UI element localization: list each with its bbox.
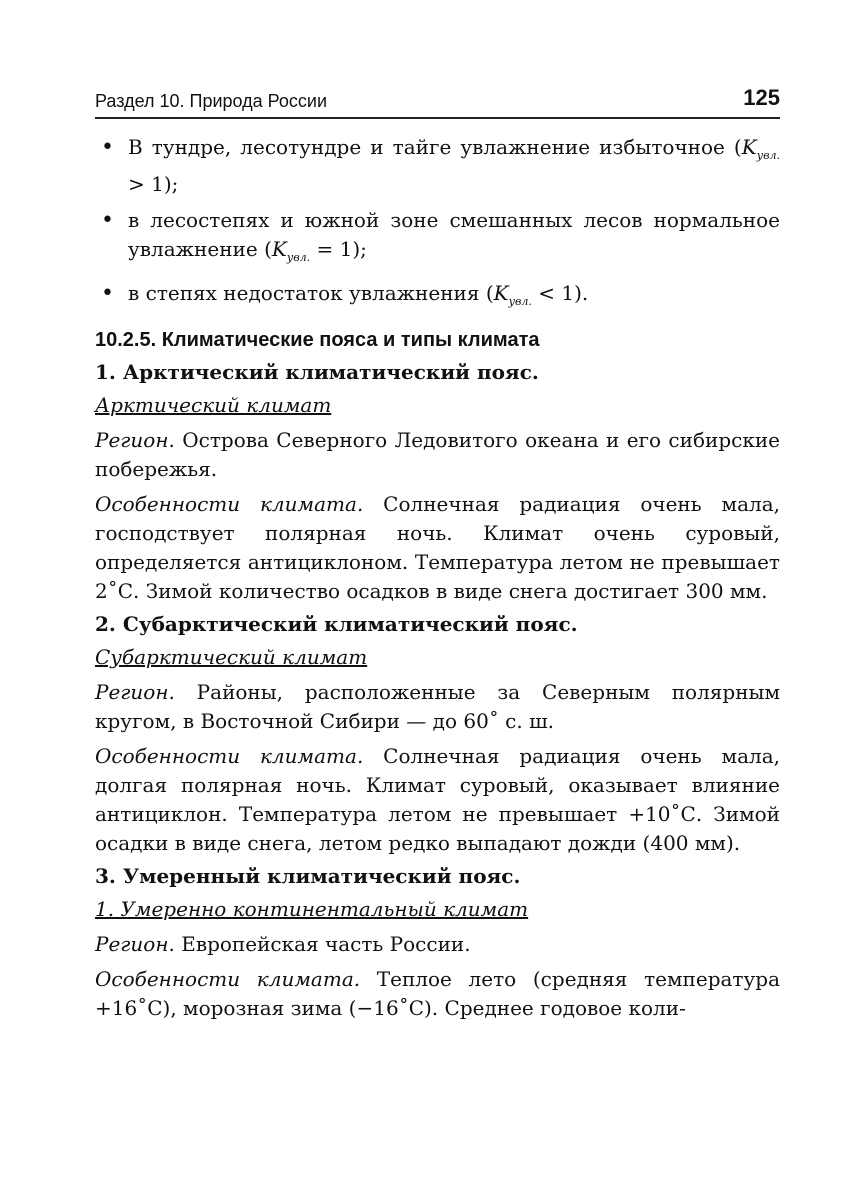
moisture-coefficient: $K_{увл.}$	[271, 237, 311, 264]
climate-type-subarctic: Субарктический климат	[95, 645, 368, 669]
region-paragraph: Регион. Острова Северного Ледовитого океана и его сибирские побережья.	[95, 428, 780, 481]
list-item: • в лесостепях и южной зоне смешанных лесов нормальное увлажнение $(K_{увл.} = 1)$;	[95, 206, 780, 272]
region-paragraph: Регион. Европейская часть России.	[95, 932, 471, 956]
features-paragraph: Особенности климата. Солнечная радиация очень мала, господствует полярная ночь. Климат очень суровый, определяется антициклоном. Температура летом не превышает 2˚С. Зимой количество осадков в виде снега достигает 300 мм.	[95, 492, 780, 603]
climate-type-temperate-continental: 1. Умеренно континентальный климат	[95, 897, 529, 921]
list-item: • в степях недостаток увлажнения $(K_{увл.} < 1)$.	[95, 279, 780, 316]
page-number: 125	[743, 85, 780, 110]
page-body	[95, 133, 780, 1023]
moisture-list	[95, 133, 780, 316]
features-paragraph: Особенности климата. Солнечная радиация очень мала, долгая полярная ночь. Климат суровый, оказывает влияние антициклон. Температура летом не превышает +10˚С. Зимой осадки в виде снега, летом редко выпадают дожди (400 мм).	[95, 744, 780, 855]
section-heading: 10.2.5. Климатические пояса и типы климата	[95, 329, 540, 351]
page-header	[95, 85, 780, 119]
belt-heading-arctic: 1. Арктический климатический пояс.	[95, 360, 539, 384]
list-item: • В тундре, лесотундре и тайге увлажнение избыточное $(K_{увл.} > 1)$;	[95, 133, 780, 199]
running-title: Раздел 10. Природа России	[95, 91, 327, 111]
belt-heading-subarctic: 2. Субарктический климатический пояс.	[95, 612, 578, 636]
features-paragraph: Особенности климата. Теплое лето (средняя температура +16˚С), морозная зима (−16˚С). Среднее годовое коли-	[95, 967, 780, 1020]
moisture-coefficient: $K_{увл.}$	[741, 135, 780, 162]
climate-type-arctic: Арктический климат	[95, 393, 332, 417]
belt-heading-temperate: 3. Умеренный климатический пояс.	[95, 864, 521, 888]
book-page	[95, 85, 780, 1023]
moisture-coefficient: $K_{увл.}$	[493, 281, 532, 308]
region-paragraph: Регион. Районы, расположенные за Северным полярным кругом, в Восточной Сибири — до 60˚ с. ш.	[95, 680, 780, 733]
